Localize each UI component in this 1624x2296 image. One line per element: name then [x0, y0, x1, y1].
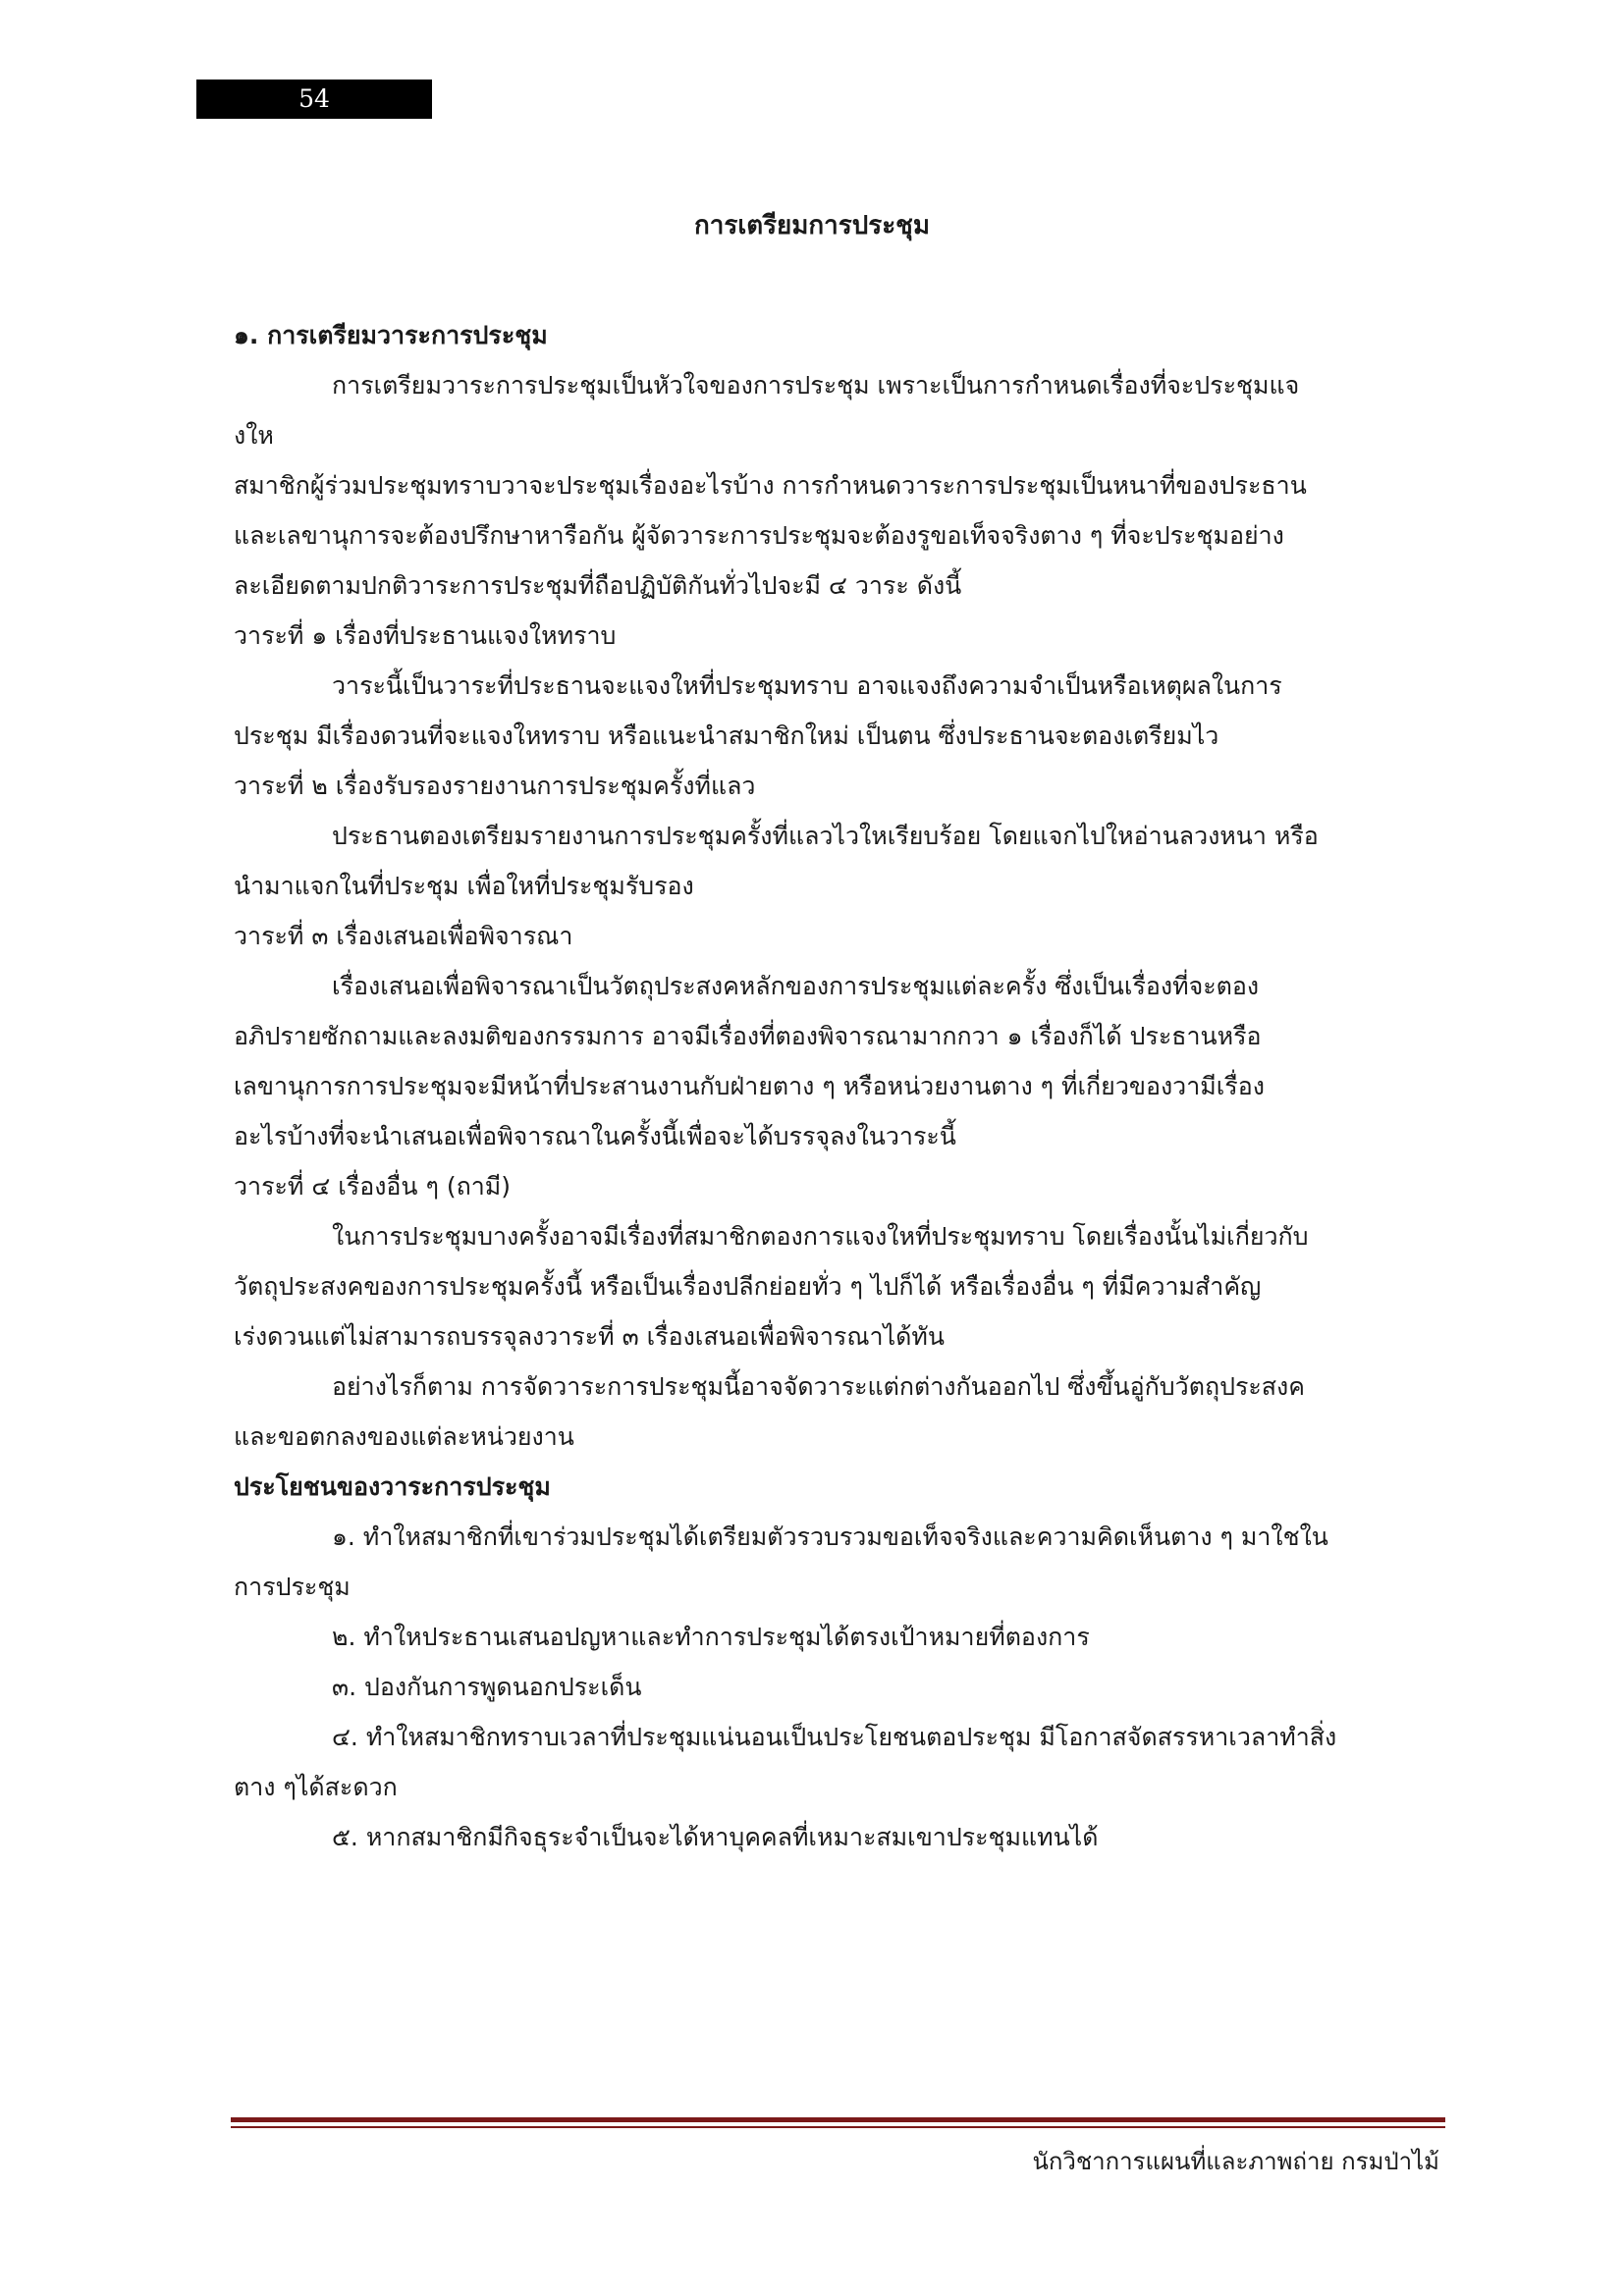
body-line: ในการประชุมบางครั้งอาจมีเรื่องที่สมาชิกตองการแจงใหที่ประชุมทราบ โดยเรื่องนั้นไม่เกี่ยวกับ	[332, 1222, 1309, 1251]
body-line: เร่งดวนแต่ไม่สามารถบรรจุลงวาระที่ ๓ เรื่องเสนอเพื่อพิจารณาได้ทัน	[234, 1322, 945, 1351]
body-line: งให	[234, 421, 274, 450]
body-line: เลขานุการการประชุมจะมีหน้าที่ประสานงานกับฝ่ายตาง ๆ หรือหน่วยงานตาง ๆ ที่เกี่ยวของวามีเรื่อง	[234, 1072, 1265, 1100]
body-line: ๓. ปองกันการพูดนอกประเด็น	[332, 1673, 642, 1701]
body-line: และขอตกลงของแต่ละหน่วยงาน	[234, 1422, 574, 1451]
body-line: ๔. ทำใหสมาชิกทราบเวลาที่ประชุมแน่นอนเป็นประโยชนตอประชุม มีโอกาสจัดสรรหาเวลาทำสิ่ง	[332, 1723, 1337, 1751]
body-line: เรื่องเสนอเพื่อพิจารณาเป็นวัตถุประสงคหลักของการประชุมแต่ละครั้ง ซึ่งเป็นเรื่องที่จะตอง	[332, 972, 1260, 1000]
body-line: และเลขานุการจะต้องปรึกษาหารือกัน ผู้จัดวาระการประชุมจะต้องรูขอเท็จจริงตาง ๆ ที่จะประชุมอย่าง	[234, 521, 1284, 550]
body-line: นำมาแจกในที่ประชุม เพื่อใหที่ประชุมรับรอง	[234, 872, 694, 900]
footer-rule	[231, 2117, 1445, 2122]
body-line: ๒. ทำใหประธานเสนอปญหาและทำการประชุมได้ตรงเป้าหมายที่ตองการ	[332, 1623, 1090, 1651]
body-line: สมาชิกผู้ร่วมประชุมทราบวาจะประชุมเรื่องอะไรบ้าง การกำหนดวาระการประชุมเป็นหนาที่ของประธาน	[234, 471, 1307, 500]
body-line: วาระที่ ๒ เรื่องรับรองรายงานการประชุมครั้งที่แลว	[234, 772, 756, 800]
body-line: อะไรบ้างที่จะนำเสนอเพื่อพิจารณาในครั้งนี้เพื่อจะได้บรรจุลงในวาระนี้	[234, 1122, 956, 1150]
body-line: วาระที่ ๔ เรื่องอื่น ๆ (ถามี)	[234, 1172, 512, 1201]
body-line: วัตถุประสงคของการประชุมครั้งนี้ หรือเป็นเรื่องปลีกย่อยทั่ว ๆ ไปก็ได้ หรือเรื่องอื่น ๆ ที่มีความสำคัญ	[234, 1272, 1262, 1301]
body-line: วาระที่ ๑ เรื่องที่ประธานแจงใหทราบ	[234, 621, 617, 650]
document-title: การเตรียมการประชุม	[694, 211, 930, 240]
body-line: ประชุม มีเรื่องดวนที่จะแจงใหทราบ หรือแนะนำสมาชิกใหม่ เป็นตน ซึ่งประธานจะตองเตรียมไว	[234, 721, 1219, 750]
body-line: ตาง ๆได้สะดวก	[234, 1773, 398, 1801]
page-number: 54	[196, 80, 432, 119]
body-line: ๕. หากสมาชิกมีกิจธุระจำเป็นจะได้หาบุคคลที่เหมาะสมเขาประชุมแทนได้	[332, 1823, 1099, 1851]
body-line: ละเอียดตามปกติวาระการประชุมที่ถือปฏิบัติกันทั่วไปจะมี ๔ วาระ ดังนี้	[234, 571, 962, 600]
section-heading: ๑. การเตรียมวาระการประชุม	[234, 321, 548, 349]
body-line: การประชุม	[234, 1573, 351, 1601]
body-line: อย่างไรก็ตาม การจัดวาระการประชุมนี้อาจจัดวาระแต่กต่างกันออกไป ซึ่งขึ้นอู่กับวัตถุประสงค	[332, 1372, 1305, 1401]
body-line: การเตรียมวาระการประชุมเป็นหัวใจของการประชุม เพราะเป็นการกำหนดเรื่องที่จะประชุมแจ	[332, 371, 1300, 400]
body-line: ประธานตองเตรียมรายงานการประชุมครั้งที่แลวไวใหเรียบร้อย โดยแจกไปใหอ่านลวงหนา หรือ	[332, 822, 1319, 850]
body-line: อภิปรายซักถามและลงมติของกรรมการ อาจมีเรื่องที่ตองพิจารณามากกวา ๑ เรื่องก็ได้ ประธานหรือ	[234, 1022, 1262, 1050]
section-heading: ประโยชนของวาระการประชุม	[234, 1472, 551, 1501]
body-line: ๑. ทำใหสมาชิกที่เขาร่วมประชุมได้เตรียมตัวรวบรวมขอเท็จจริงและความคิดเห็นตาง ๆ มาใชใน	[332, 1522, 1328, 1551]
body-line: วาระที่ ๓ เรื่องเสนอเพื่อพิจารณา	[234, 922, 573, 950]
body-line: วาระนี้เป็นวาระที่ประธานจะแจงใหที่ประชุมทราบ อาจแจงถึงความจำเป็นหรือเหตุผลในการ	[332, 671, 1282, 700]
footer-rule-thin	[231, 2126, 1445, 2128]
footer-text: นักวิชาการแผนที่และภาพถ่าย กรมป่าไม้	[1032, 2148, 1439, 2175]
